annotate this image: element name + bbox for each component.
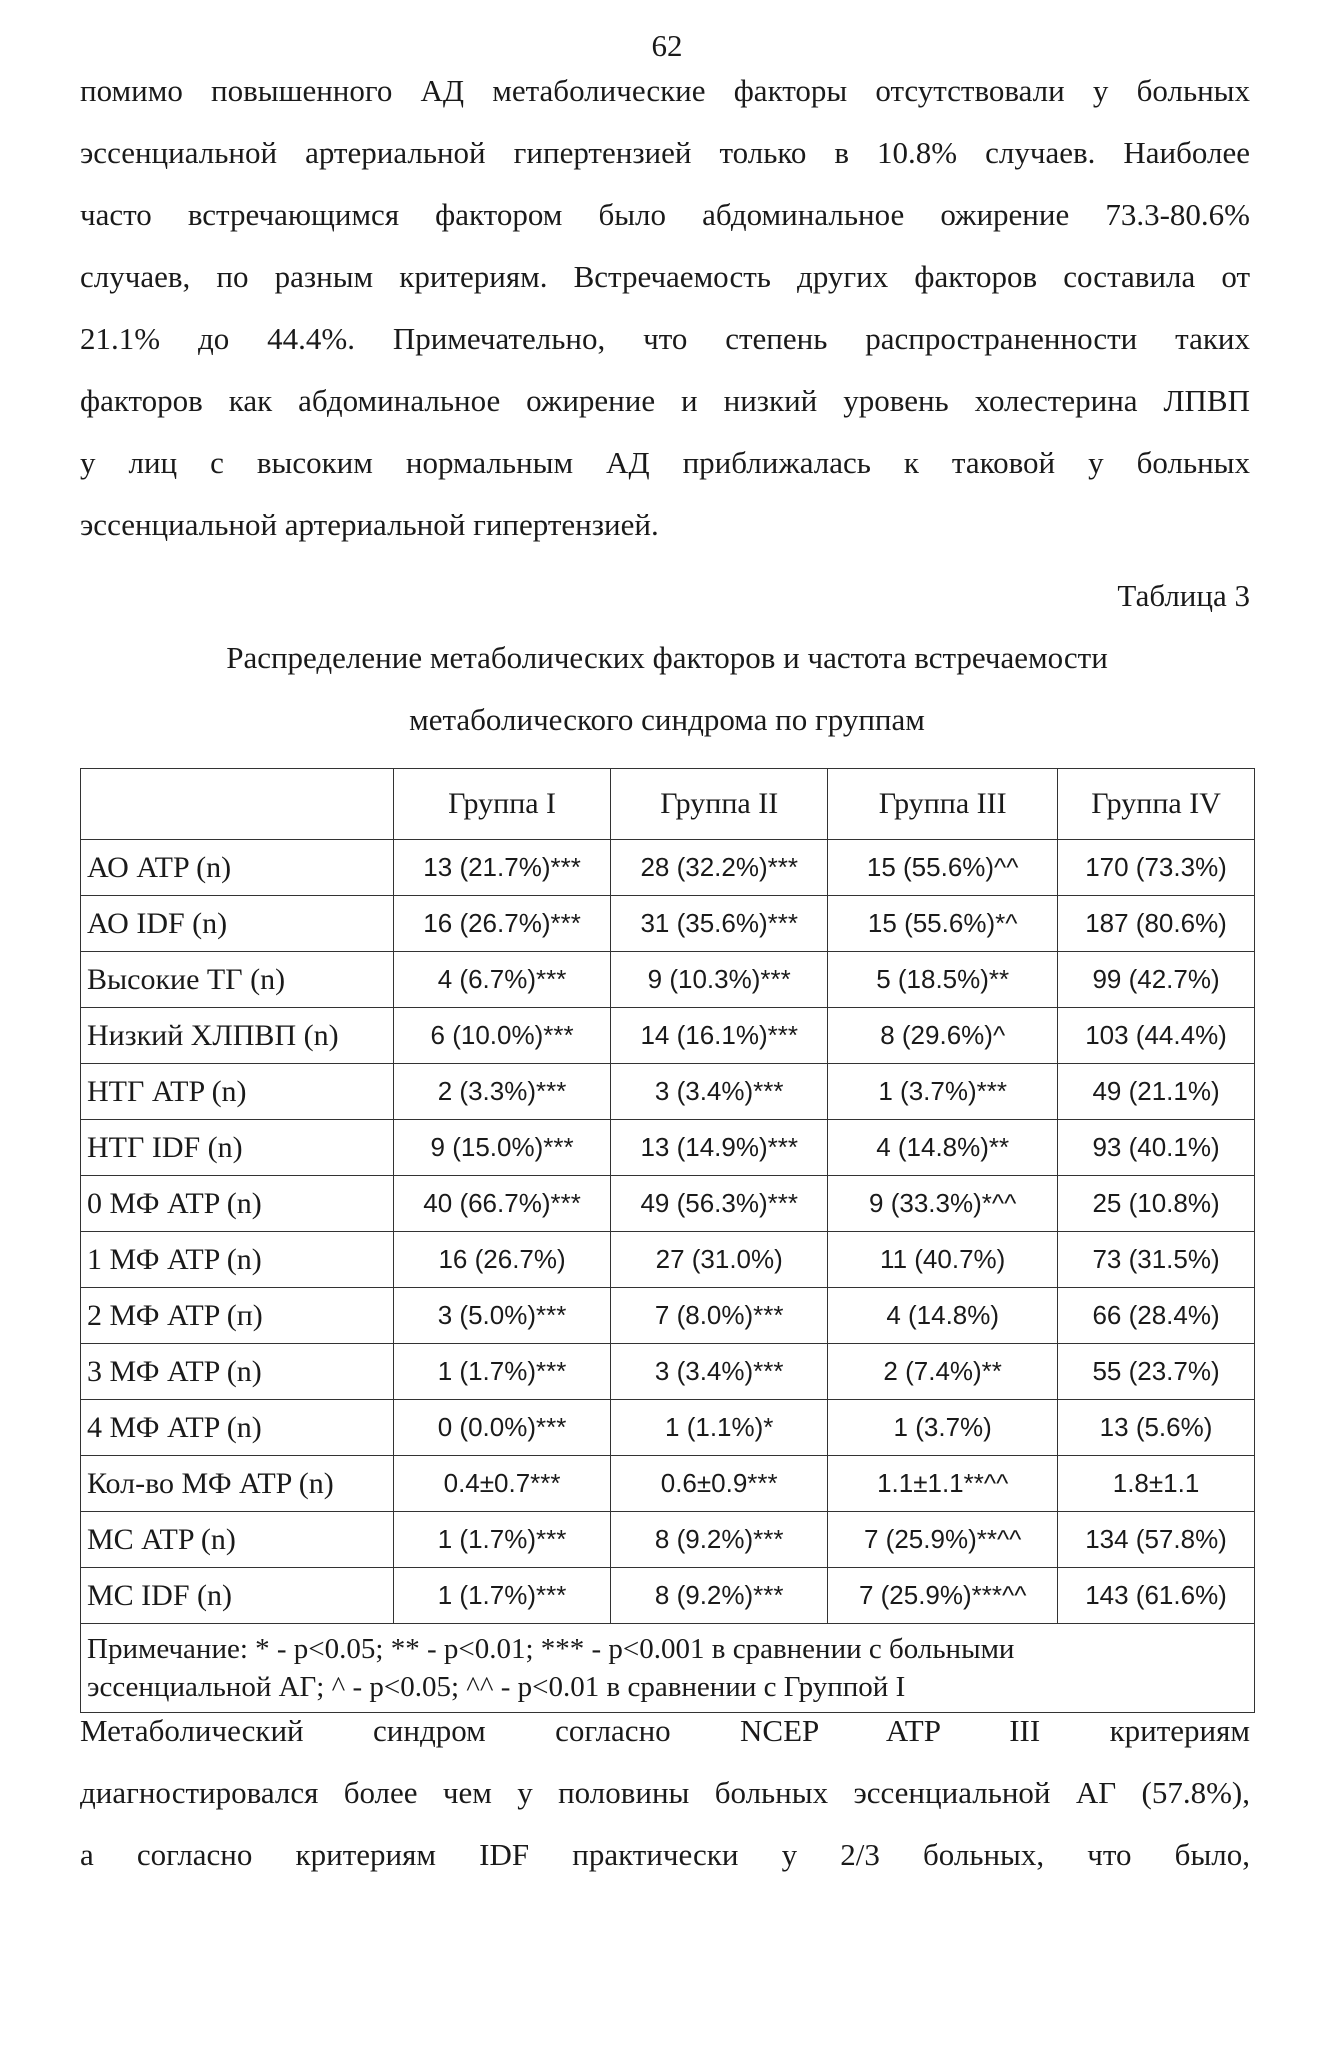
table-cell: 1 (1.7%)*** [394, 1512, 611, 1568]
table-cell: 13 (5.6%) [1058, 1400, 1255, 1456]
data-table [80, 768, 1255, 1713]
table-cell: 16 (26.7%) [394, 1232, 611, 1288]
table-cell: 9 (15.0%)*** [394, 1120, 611, 1176]
table-row [81, 1512, 1255, 1568]
table-label: Таблица 3 [1117, 578, 1250, 613]
text-line: факторов как абдоминальное ожирение и низкий уровень холестерина ЛПВП [80, 383, 1250, 418]
row-label: 2 МФ ATP (п) [81, 1288, 394, 1344]
header-empty [81, 769, 394, 840]
table-cell: 66 (28.4%) [1058, 1288, 1255, 1344]
table-row [81, 1288, 1255, 1344]
table-cell: 0 (0.0%)*** [394, 1400, 611, 1456]
table-cell: 0.4±0.7*** [394, 1456, 611, 1512]
table-cell: 143 (61.6%) [1058, 1568, 1255, 1624]
column-header: Группа IV [1058, 769, 1255, 840]
row-label: 0 МФ ATP (n) [81, 1176, 394, 1232]
table-cell: 8 (9.2%)*** [611, 1512, 828, 1568]
table-cell: 13 (21.7%)*** [394, 840, 611, 896]
table-cell: 1.8±1.1 [1058, 1456, 1255, 1512]
table-row [81, 1400, 1255, 1456]
table-cell: 31 (35.6%)*** [611, 896, 828, 952]
page-number: 62 [651, 28, 683, 63]
table-cell: 49 (21.1%) [1058, 1064, 1255, 1120]
text-line: часто встречающимся фактором было абдоминальное ожирение 73.3-80.6% [80, 197, 1250, 232]
table-cell: 15 (55.6%)*^ [828, 896, 1058, 952]
table-cell: 8 (29.6%)^ [828, 1008, 1058, 1064]
table-row [81, 1344, 1255, 1400]
table-cell: 1.1±1.1**^^ [828, 1456, 1058, 1512]
table-cell: 1 (3.7%)*** [828, 1064, 1058, 1120]
table-row [81, 1568, 1255, 1624]
table-cell: 15 (55.6%)^^ [828, 840, 1058, 896]
row-label: АО ATP (n) [81, 840, 394, 896]
text-line: диагностировался более чем у половины больных эссенциальной АГ (57.8%), [80, 1775, 1250, 1810]
table-cell: 8 (9.2%)*** [611, 1568, 828, 1624]
table-cell: 1 (1.7%)*** [394, 1344, 611, 1400]
table-cell: 40 (66.7%)*** [394, 1176, 611, 1232]
paragraph-conclusion [80, 1700, 1250, 1886]
row-label: МС IDF (n) [81, 1568, 394, 1624]
row-label: 4 МФ ATP (n) [81, 1400, 394, 1456]
table-cell: 103 (44.4%) [1058, 1008, 1255, 1064]
table-cell: 28 (32.2%)*** [611, 840, 828, 896]
column-header: Группа II [611, 769, 828, 840]
text-line: у лиц с высоким нормальным АД приближалась к таковой у больных [80, 445, 1250, 480]
text-line: Метаболический синдром согласно NCEP ATP III критериям [80, 1713, 1250, 1748]
table-row [81, 1120, 1255, 1176]
table-row [81, 952, 1255, 1008]
column-header: Группа I [394, 769, 611, 840]
table-title-line2: метаболического синдрома по группам [409, 702, 925, 737]
table-cell: 49 (56.3%)*** [611, 1176, 828, 1232]
table-cell: 187 (80.6%) [1058, 896, 1255, 952]
table-row [81, 1176, 1255, 1232]
table-cell: 5 (18.5%)** [828, 952, 1058, 1008]
row-label: 1 МФ ATP (n) [81, 1232, 394, 1288]
table-cell: 13 (14.9%)*** [611, 1120, 828, 1176]
table-header-row [81, 769, 1255, 840]
text-line: случаев, по разным критериям. Встречаемость других факторов составила от [80, 259, 1250, 294]
row-label: Низкий ХЛПВП (n) [81, 1008, 394, 1064]
table-cell: 1 (1.1%)* [611, 1400, 828, 1456]
table-row [81, 840, 1255, 896]
table-cell: 55 (23.7%) [1058, 1344, 1255, 1400]
table-cell: 6 (10.0%)*** [394, 1008, 611, 1064]
row-label: НТГ ATP (n) [81, 1064, 394, 1120]
text-line: а согласно критериям IDF практически у 2/3 больных, что было, [80, 1837, 1250, 1872]
table-row [81, 1064, 1255, 1120]
table-row [81, 1232, 1255, 1288]
text-line: эссенциальной артериальной гипертензией только в 10.8% случаев. Наиболее [80, 135, 1250, 170]
table-cell: 73 (31.5%) [1058, 1232, 1255, 1288]
table-cell: 134 (57.8%) [1058, 1512, 1255, 1568]
table-cell: 16 (26.7%)*** [394, 896, 611, 952]
table-cell: 170 (73.3%) [1058, 840, 1255, 896]
column-header: Группа III [828, 769, 1058, 840]
table-cell: 1 (1.7%)*** [394, 1568, 611, 1624]
row-label: Высокие ТГ (n) [81, 952, 394, 1008]
table-row [81, 896, 1255, 952]
table-cell: 4 (14.8%) [828, 1288, 1058, 1344]
row-label: МС ATP (n) [81, 1512, 394, 1568]
table-cell: 27 (31.0%) [611, 1232, 828, 1288]
table-row [81, 1008, 1255, 1064]
text-line: помимо повышенного АД метаболические факторы отсутствовали у больных [80, 73, 1250, 108]
table-cell: 0.6±0.9*** [611, 1456, 828, 1512]
row-label: Кол-во МФ ATP (n) [81, 1456, 394, 1512]
table-cell: 7 (25.9%)***^^ [828, 1568, 1058, 1624]
row-label: АО IDF (n) [81, 896, 394, 952]
table-cell: 3 (5.0%)*** [394, 1288, 611, 1344]
table-cell: 2 (7.4%)** [828, 1344, 1058, 1400]
table-note-line2: эссенциальной АГ; ^ - p<0.05; ^^ - p<0.01 в сравнении с Группой I [87, 1671, 906, 1703]
row-label: НТГ IDF (n) [81, 1120, 394, 1176]
table-cell: 4 (14.8%)** [828, 1120, 1058, 1176]
table-cell: 14 (16.1%)*** [611, 1008, 828, 1064]
table-title-line1: Распределение метаболических факторов и частота встречаемости [226, 640, 1108, 675]
table-cell: 11 (40.7%) [828, 1232, 1058, 1288]
table-cell: 99 (42.7%) [1058, 952, 1255, 1008]
table-cell: 3 (3.4%)*** [611, 1344, 828, 1400]
table-row [81, 1456, 1255, 1512]
row-label: 3 МФ ATP (n) [81, 1344, 394, 1400]
table-cell: 4 (6.7%)*** [394, 952, 611, 1008]
table-cell: 2 (3.3%)*** [394, 1064, 611, 1120]
table-cell: 25 (10.8%) [1058, 1176, 1255, 1232]
table-cell: 7 (8.0%)*** [611, 1288, 828, 1344]
text-line: 21.1% до 44.4%. Примечательно, что степень распространенности таких [80, 321, 1250, 356]
table-cell: 9 (10.3%)*** [611, 952, 828, 1008]
table-note-line1: Примечание: * - p<0.05; ** - p<0.01; *** - p<0.001 в сравнении с больными [87, 1633, 1015, 1665]
table-cell: 7 (25.9%)**^^ [828, 1512, 1058, 1568]
table-cell: 93 (40.1%) [1058, 1120, 1255, 1176]
table-cell: 1 (3.7%) [828, 1400, 1058, 1456]
table-cell: 3 (3.4%)*** [611, 1064, 828, 1120]
table-cell: 9 (33.3%)*^^ [828, 1176, 1058, 1232]
text-line: эссенциальной артериальной гипертензией. [80, 507, 659, 542]
paragraph-intro [80, 60, 1250, 556]
